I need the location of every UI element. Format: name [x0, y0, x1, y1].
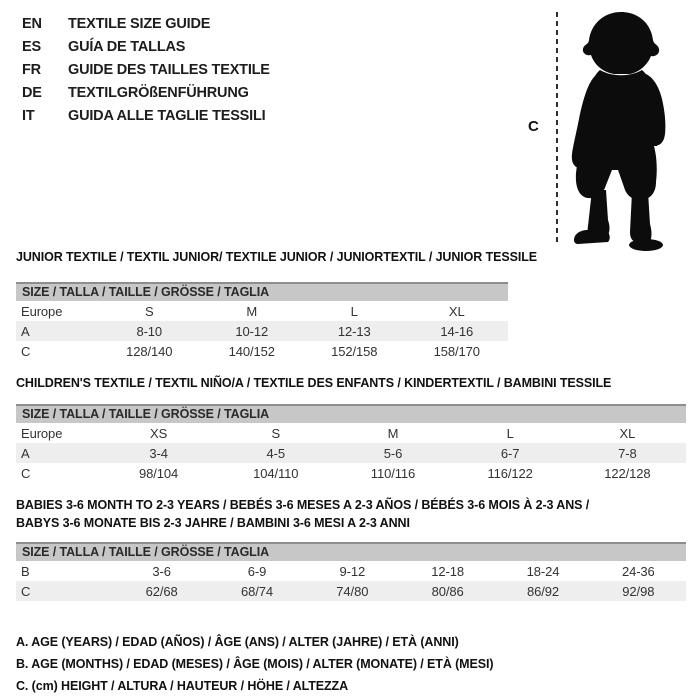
junior-size-table: [16, 282, 508, 361]
section-title-line: CHILDREN'S TEXTILE / TEXTIL NIÑO/A / TEXTILE DES ENFANTS / KINDERTEXTIL / BAMBINI TESSILE: [16, 376, 612, 390]
table-header: SIZE / TALLA / TAILLE / GRÖSSE / TAGLIA: [16, 404, 686, 423]
height-measure-dashed-line: [556, 12, 558, 246]
size-cell: S: [271, 425, 281, 441]
size-cell: 158/170: [433, 343, 480, 359]
lang-label: TEXTILE SIZE GUIDE: [68, 15, 211, 32]
lang-code: IT: [22, 107, 35, 124]
section-title-junior: [16, 250, 686, 265]
footnote-b: B. AGE (MONTHS) / EDAD (MESES) / ÂGE (MOIS) / ALTER (MONATE) / ETÀ (MESI): [16, 657, 494, 671]
footnote-a: A. AGE (YEARS) / EDAD (AÑOS) / ÂGE (ANS) / ALTER (JAHRE) / ETÀ (ANNI): [16, 635, 459, 649]
lang-label: TEXTILGRÖßENFÜHRUNG: [68, 84, 249, 101]
size-cell: 86/92: [526, 583, 559, 599]
table-row: [16, 341, 508, 361]
size-cell: 6-7: [500, 445, 520, 461]
size-cell: S: [144, 303, 154, 319]
size-cell: 9-12: [339, 563, 366, 579]
lang-row-es: [22, 35, 270, 58]
row-label: C: [21, 465, 31, 481]
size-cell: 3-6: [152, 563, 171, 579]
size-cell: XL: [619, 425, 636, 441]
lang-code: DE: [22, 84, 42, 101]
size-cell: 68/74: [240, 583, 274, 599]
lang-label: GUIDA ALLE TAGLIE TESSILI: [68, 107, 266, 124]
section-title-children: [16, 376, 686, 391]
size-cell: M: [387, 425, 399, 441]
size-cell: 104/110: [253, 465, 299, 481]
size-cell: L: [350, 303, 358, 319]
size-cell: 140/152: [228, 343, 275, 359]
section-title-babies: [16, 496, 686, 532]
lang-row-fr: [22, 58, 270, 81]
size-cell: 152/158: [331, 343, 378, 359]
table-row: [16, 561, 686, 581]
lang-row-de: [22, 81, 270, 104]
size-cell: L: [506, 425, 514, 441]
row-label: A: [21, 323, 30, 339]
table-header: SIZE / TALLA / TAILLE / GRÖSSE / TAGLIA: [16, 542, 686, 561]
size-cell: 122/128: [604, 465, 651, 481]
children-textile-section: [16, 376, 686, 483]
size-cell: 10-12: [235, 323, 269, 339]
footnotes: [16, 631, 686, 697]
lang-row-en: [22, 12, 270, 35]
lang-code: EN: [22, 15, 42, 32]
size-tables-content: [16, 250, 686, 697]
size-cell: XL: [448, 303, 465, 319]
size-cell: 5-6: [383, 445, 403, 461]
size-cell: 80/86: [431, 583, 464, 599]
baby-silhouette-icon: [564, 4, 700, 252]
lang-code: ES: [22, 38, 41, 55]
row-label: Europe: [21, 425, 63, 441]
baby-height-figure: [520, 0, 700, 256]
babies-size-table: [16, 542, 686, 601]
size-cell: XS: [150, 425, 168, 441]
size-cell: 128/140: [126, 343, 173, 359]
babies-textile-section: [16, 496, 686, 601]
row-label: A: [21, 445, 30, 461]
table-row: [16, 301, 508, 321]
table-row: [16, 581, 686, 601]
language-title-list: [22, 12, 270, 127]
table-row: [16, 321, 508, 341]
table-row: [16, 423, 686, 443]
row-label: C: [21, 583, 31, 599]
row-label: C: [21, 343, 31, 359]
size-cell: 8-10: [136, 323, 163, 339]
size-cell: 116/122: [487, 465, 533, 481]
lang-code: FR: [22, 61, 41, 78]
children-size-table: [16, 404, 686, 483]
size-cell: 12-18: [431, 563, 465, 579]
size-cell: M: [246, 303, 258, 319]
row-label: Europe: [21, 303, 63, 319]
size-cell: 74/80: [336, 583, 369, 599]
table-header: SIZE / TALLA / TAILLE / GRÖSSE / TAGLIA: [16, 282, 508, 301]
size-cell: 4-5: [266, 445, 286, 461]
height-measure-label: C: [528, 118, 539, 135]
size-cell: 110/116: [370, 465, 416, 481]
footnote-c: C. (cm) HEIGHT / ALTURA / HAUTEUR / HÖHE / ALTEZZA: [16, 679, 349, 693]
size-cell: 6-9: [247, 563, 267, 579]
size-cell: 18-24: [526, 563, 560, 579]
lang-label: GUÍA DE TALLAS: [68, 38, 186, 55]
lang-row-it: [22, 104, 270, 127]
junior-textile-section: [16, 250, 686, 361]
row-label: B: [21, 563, 30, 579]
size-cell: 24-36: [621, 563, 655, 579]
section-title-line: BABYS 3-6 MONATE BIS 2-3 JAHRE / BAMBINI 3-6 MESI A 2-3 ANNI: [16, 516, 410, 530]
table-row: [16, 463, 686, 483]
size-cell: 3-4: [149, 445, 168, 461]
size-cell: 98/104: [139, 465, 179, 481]
section-title-line: BABIES 3-6 MONTH TO 2-3 YEARS / BEBÉS 3-6 MESES A 2-3 AÑOS / BÉBÉS 3-6 MOIS À 2-3 ANS /: [16, 498, 590, 512]
lang-label: GUIDE DES TAILLES TEXTILE: [68, 61, 270, 78]
size-cell: 92/98: [622, 583, 655, 599]
size-cell: 62/68: [145, 583, 178, 599]
size-cell: 7-8: [618, 445, 637, 461]
section-title-line: JUNIOR TEXTILE / TEXTIL JUNIOR/ TEXTILE JUNIOR / JUNIORTEXTIL / JUNIOR TESSILE: [16, 250, 537, 264]
size-cell: 12-13: [337, 323, 371, 339]
size-cell: 14-16: [440, 323, 474, 339]
table-row: [16, 443, 686, 463]
